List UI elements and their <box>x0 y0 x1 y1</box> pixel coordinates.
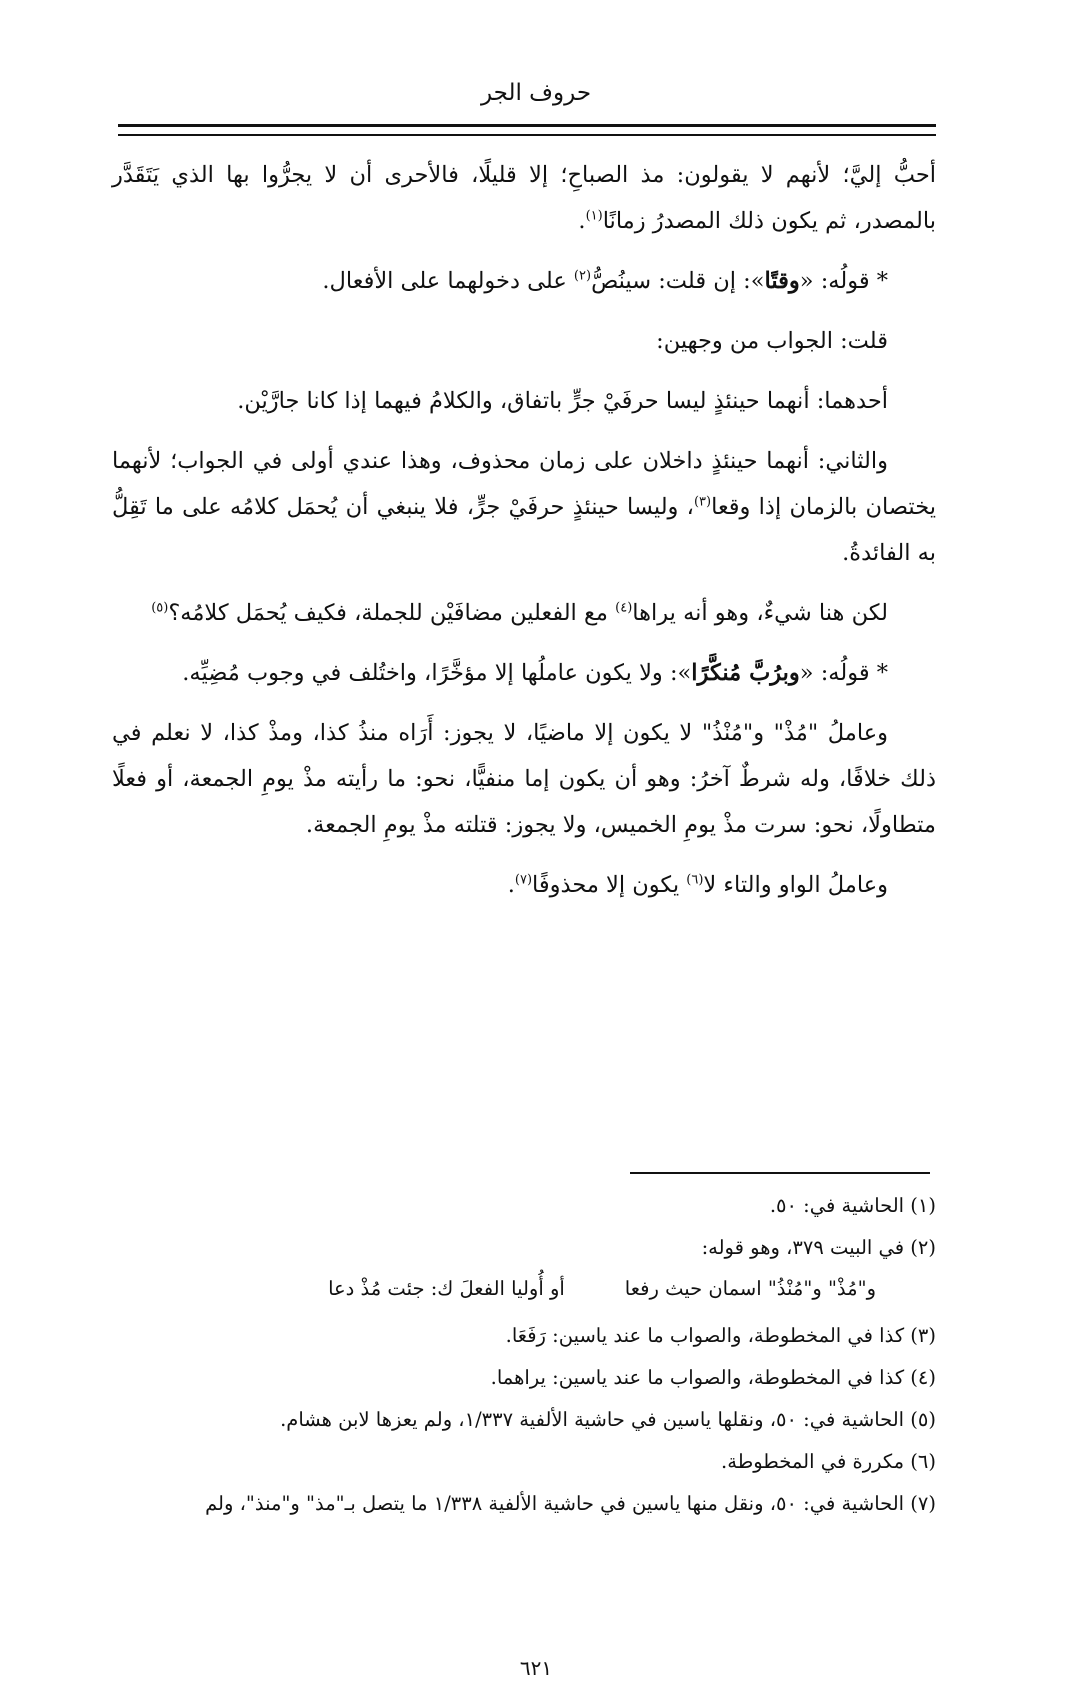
paragraph <box>112 590 936 636</box>
paragraph <box>112 318 936 364</box>
footnotes <box>112 1185 936 1525</box>
footnote-5: (٥) الحاشية في: ٥٠، ونقلها ياسين في حاشية الألفية ١/٣٣٧، ولم يعزها لابن هشام. <box>280 1408 936 1431</box>
text-run: مع الفعلين مضافَيْن للجملة، فكيف يُحمَل كلامُه؟ <box>168 600 616 626</box>
footnote-separator <box>630 1172 930 1174</box>
text-run: وعاملُ "مُذْ" و"مُنْذُ" لا يكون إلا ماضيًا، لا يجوز: أَرَاه منذُ كذا، ومذْ كذا، لا نعلم في ذلك خلافًا، وله شرطٌ آخرُ: وهو أن يكون إما منفيًّا، نحو: ما رأيته مذْ يومِ الجمعة، أو فعلًا متطاولًا، نحو: سرت مذْ يومِ الخميس، ولا يجوز: قتلته مذْ يومِ الجمعة. <box>112 720 936 838</box>
footnote-3: (٣) كذا في المخطوطة، والصواب ما عند ياسين: رَفَعَا. <box>505 1324 936 1347</box>
footnote-7: (٧) الحاشية في: ٥٠، ونقل منها ياسين في حاشية الألفية ١/٣٣٨ ما يتصل بـ"مذ" و"منذ"، ولم <box>205 1492 936 1515</box>
text-run: »: ولا يكون عاملُها إلا مؤخَّرًا، واختُلف في وجوب مُضِيِّه. <box>182 660 692 686</box>
text-run: يكون إلا محذوفًا <box>532 872 687 898</box>
text-run: * قولُه: « <box>799 660 888 686</box>
footnote-marker: (٣) <box>693 494 712 510</box>
footnote-verse <box>112 1269 936 1309</box>
footnote-6: (٦) مكررة في المخطوطة. <box>721 1450 936 1473</box>
footnote-1: (١) الحاشية في: ٥٠. <box>769 1194 936 1217</box>
footnote-marker: (٦) <box>686 872 704 888</box>
page-number: ٦٢١ <box>519 1656 553 1680</box>
paragraph <box>112 378 936 424</box>
paragraph <box>112 152 936 244</box>
text-run: أحبُّ إليَّ؛ لأنهم لا يقولون: مذ الصباحِ؛ إلا قليلًا، فالأحرى أن لا يجرُّوا بها الذي يَتَقَدَّر بالمصدر، ثم يكون ذلك المصدرُ زمانًا <box>112 162 936 234</box>
paragraph <box>112 862 936 908</box>
verse-hemistich-2: أو أُوليا الفعلَ ك: جئت مُذْ دعا <box>328 1277 565 1300</box>
footnote-marker: (٤) <box>615 600 633 616</box>
footnote-marker: (٧) <box>514 872 533 888</box>
text-run: * قولُه: « <box>799 268 888 294</box>
footnote-marker: (٢) <box>573 268 592 284</box>
text-run: والثاني: أنهما حينئذٍ داخلان على زمان محذوف، وهذا عندي أولى في الجواب؛ لأنهما يختصان بالزمان إذا وقعا <box>112 448 936 520</box>
text-run: ، وليسا حينئذٍ حرفَيْ جرٍّ، فلا ينبغي أن يُحمَل كلامُه على ما تَقِلُّ به الفائدةُ. <box>112 494 936 566</box>
header-rule-thick <box>118 124 936 127</box>
text-run: قلت: الجواب من وجهين: <box>656 328 888 354</box>
paragraph <box>112 438 936 576</box>
verse-hemistich-1: و"مُذْ" و"مُنْذُ" اسمان حيث رفعا <box>624 1277 876 1300</box>
text-run: . <box>578 208 586 234</box>
paragraph <box>112 258 936 304</box>
footnote-4: (٤) كذا في المخطوطة، والصواب ما عند ياسين: يراهما. <box>490 1366 936 1389</box>
footnote-marker: (١) <box>585 208 603 224</box>
quoted-keyword: وبرُبَّ مُنكَّرًا <box>691 660 800 686</box>
footnote-marker: (٥) <box>151 600 169 616</box>
text-run: . <box>507 872 515 898</box>
text-run: لكن هنا شيءٌ، وهو أنه يراها <box>632 600 888 626</box>
text-run: على دخولهما على الأفعال. <box>322 268 574 294</box>
text-run: وعاملُ الواو والتاء لا <box>703 872 888 898</box>
paragraph <box>112 650 936 696</box>
running-head: حروف الجر <box>480 80 592 106</box>
text-run: »: إن قلت: سينُصُّ <box>591 268 765 294</box>
header-rule-thin <box>118 134 936 136</box>
footnote-2: (٢) في البيت ٣٧٩، وهو قوله: <box>701 1236 936 1259</box>
paragraph <box>112 710 936 848</box>
quoted-keyword: وقتًا <box>764 268 800 294</box>
main-text <box>112 152 936 922</box>
text-run: أحدهما: أنهما حينئذٍ ليسا حرفَيْ جرٍّ باتفاق، والكلامُ فيهما إذا كانا جارَّيْن. <box>237 388 888 414</box>
